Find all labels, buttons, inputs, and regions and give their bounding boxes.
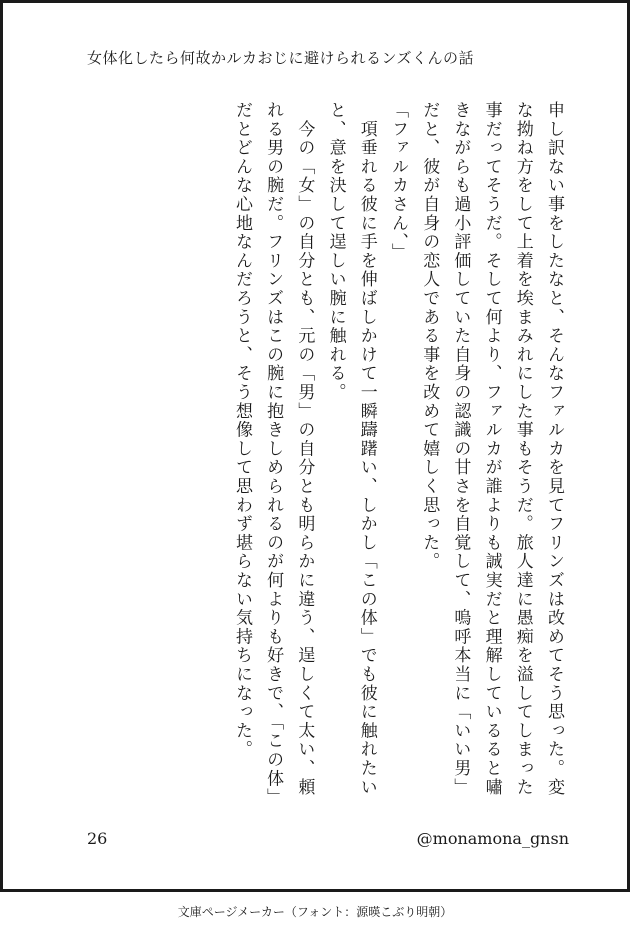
page-number: 26 — [87, 829, 108, 848]
running-title: 女体化したら何故かルカおじに避けられるンズくんの話 — [87, 49, 475, 67]
paragraph-2: 「ファルカさん、」 — [387, 101, 408, 262]
paragraph-4: 今の「女」の自分とも、元の「男」の自分とも明らかに違う、逞しくて太い、頼れる男の腕だ。フリンズはこの腕に抱きしめられるのが何よりも好きで、「この体」だとどんな心地なんだろうと、そう想像して思わず堪らない気持ちになった。 — [231, 101, 315, 807]
paragraph-3: 項垂れる彼に手を伸ばしかけて一瞬躊躇い、しかし「この体」でも彼に触れたいと、意を決して逞しい腕に触れる。 — [325, 101, 377, 797]
paragraph-1: 申し訳ない事をしたなと、そんなファルカを見てフリンズは改めてそう思った。変な拗ね方をして上着を埃まみれにした事もそうだ。旅人達に愚痴を溢してしまった事だってそうだ。そして何より、ファルカが誰よりも誠実だと理解しているると嘯きながらも過小評価していた自身の認識の甘さを自覚して、嗚呼本当に「いい男」だと、彼が自身の恋人である事を改めて嬉しく思った。 — [419, 101, 564, 797]
footer-credit: 文庫ページメーカー（フォント：源暎こぶり明朝） — [177, 905, 453, 919]
author-handle: @monamona_gnsn — [416, 829, 569, 848]
vertical-body-text — [99, 101, 569, 813]
